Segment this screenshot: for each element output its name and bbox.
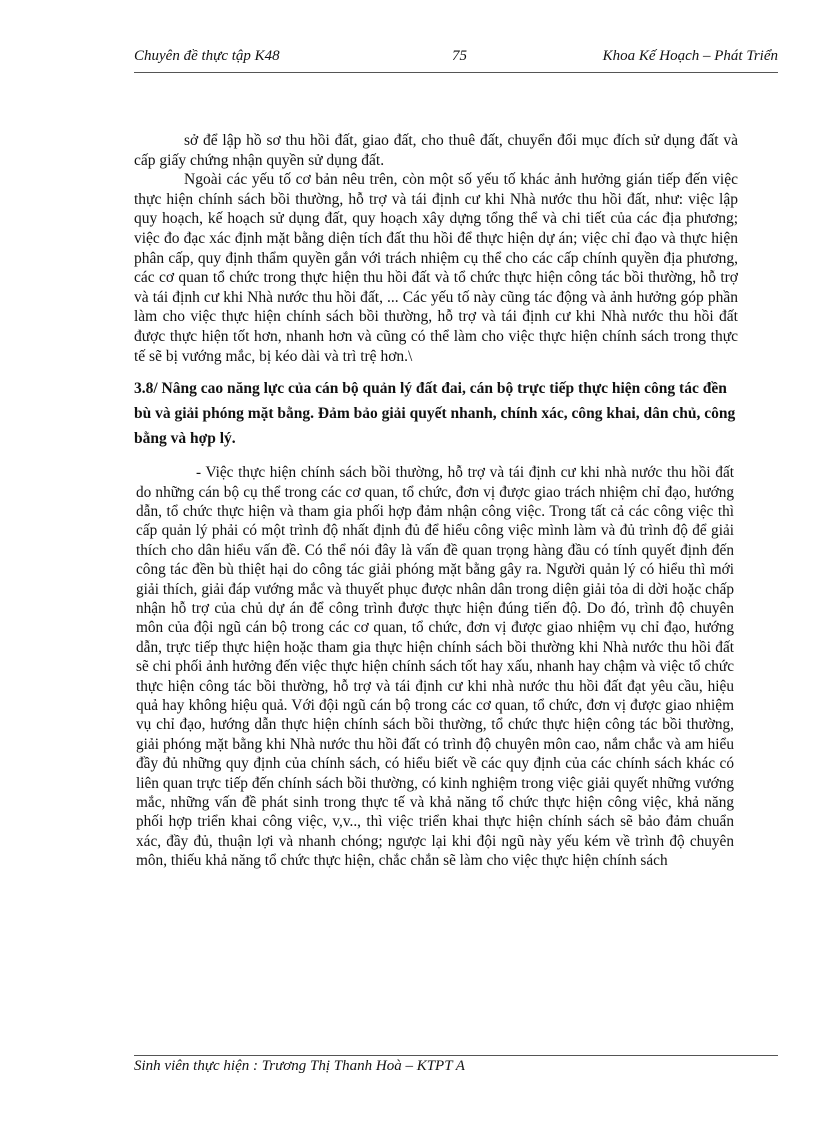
paragraph-other-factors: Ngoài các yếu tố cơ bản nêu trên, còn một số yếu tố khác ảnh hưởng gián tiếp đến việc thực hiện chính sách bồi thường, hỗ trợ và tái định cư khi Nhà nước thu hồi đất, như: việc lập quy hoạch, kế hoạch sử dụng đất, quy hoạch xây dựng tổng thể và chi tiết của các địa phương; việc đo đạc xác định mặt bằng diện tích đất thu hồi để thực hiện dự án; việc chỉ đạo và thực hiện phân cấp, quy định thẩm quyền gắn với trách nhiệm cụ thể cho các cấp chính quyền địa phương, các cơ quan tổ chức trong thực hiện thu hồi đất và tổ chức thực hiện công tác bồi thường, hỗ trợ và tái định cư khi Nhà nước thu hồi đất, ... Các yếu tố này cũng tác động và ảnh hưởng góp phần làm cho việc thực hiện chính sách bồi thường, hỗ trợ và tái định cư khi Nhà nước thu hồi đất được thực hiện tốt hơn, nhanh hơn và cũng có thể làm cho việc thực hiện chính sách trong thực tế sẽ bị vướng mắc, bị kéo dài và trì trệ hơn.\ xyxy=(134,171,738,365)
section-heading-3-8: 3.8/ Nâng cao năng lực của cán bộ quản lý đất đai, cán bộ trực tiếp thực hiện công tác đền bù và giải phóng mặt bằng. Đảm bảo giải quyết nhanh, chính xác, công khai, dân chủ, công bằng và hợp lý. xyxy=(134,380,736,448)
footer-divider xyxy=(134,1055,778,1056)
page-number: 75 xyxy=(452,48,467,64)
header-divider xyxy=(134,72,778,73)
header-course-title: Chuyên đề thực tập K48 xyxy=(134,48,280,64)
paragraph-staff-capacity: - Việc thực hiện chính sách bồi thường, hỗ trợ và tái định cư khi nhà nước thu hồi đất do những cán bộ cụ thể trong các cơ quan, tổ chức, đơn vị được giao trách nhiệm chỉ đạo, hướng dẫn, tổ chức thực hiện và tham gia phối hợp đảm nhận công việc. Trong tất cả các công việc thì cấp quản lý phải có một trình độ nhất định đủ để hiểu công việc mình làm và đủ trình độ để giải thích cho dân hiểu vấn đề. Có thể nói đây là vấn đề quan trọng hàng đầu có tính quyết định đến công tác đền bù thiệt hại do công tác giải phóng mặt bằng gây ra. Người quản lý có hiểu thì mới giải thích, giải đáp vướng mắc và thuyết phục được nhân dân trong diện giải tỏa di dời hoặc chấp nhận hỗ trợ của chủ dự án để công trình được thực hiện đúng tiến độ. Do đó, trình độ chuyên môn của đội ngũ cán bộ trong các cơ quan, tổ chức, đơn vị được giao nhiệm vụ chỉ đạo, hướng dẫn, trực tiếp thực hiện hoặc tham gia thực hiện chính sách bồi thường khi Nhà nước thu hồi đất sẽ chi phối ảnh hưởng đến việc thực hiện chính sách tốt hay xấu, nhanh hay chậm và việc tổ chức thực hiện công tác bồi thường, hỗ trợ và tái định cư khi nhà nước thu hồi đất đạt yêu cầu, hiệu quả hay không hiệu quả. Với đội ngũ cán bộ trong các cơ quan, tổ chức, đơn vị được giao nhiệm vụ chỉ đạo, hướng dẫn thực hiện chính sách bồi thường, tổ chức thực hiện công tác bồi thường, giải phóng mặt bằng khi Nhà nước thu hồi đất có trình độ chuyên môn cao, nắm chắc và am hiểu đầy đủ những quy định của chính sách, có hiểu biết về các quy định của các chính sách khác có liên quan trực tiếp đến chính sách bồi thường, có kinh nghiệm trong việc giải quyết những vướng mắc, những vấn đề phát sinh trong thực tế và khả năng tổ chức thực hiện công việc, khả năng phối hợp triển khai công việc, v,v.., thì việc triển khai thực hiện chính sách sẽ bảo đảm chuẩn xác, đầy đủ, thuận lợi và nhanh chóng; ngược lại khi đội ngũ này yếu kém về trình độ chuyên môn, thiếu khả năng tổ chức thực hiện, chắc chắn sẽ làm cho việc thực hiện chính sách xyxy=(136,464,734,870)
document-body xyxy=(134,131,738,871)
paragraph-continuation: sở để lập hồ sơ thu hồi đất, giao đất, cho thuê đất, chuyển đổi mục đích sử dụng đất và cấp giấy chứng nhận quyền sử dụng đất. xyxy=(134,132,738,169)
header-faculty: Khoa Kế Hoạch – Phát Triển xyxy=(602,48,778,64)
page-footer: Sinh viên thực hiện : Trương Thị Thanh Hoà – KTPT A xyxy=(134,1058,465,1074)
page-header xyxy=(134,48,778,70)
